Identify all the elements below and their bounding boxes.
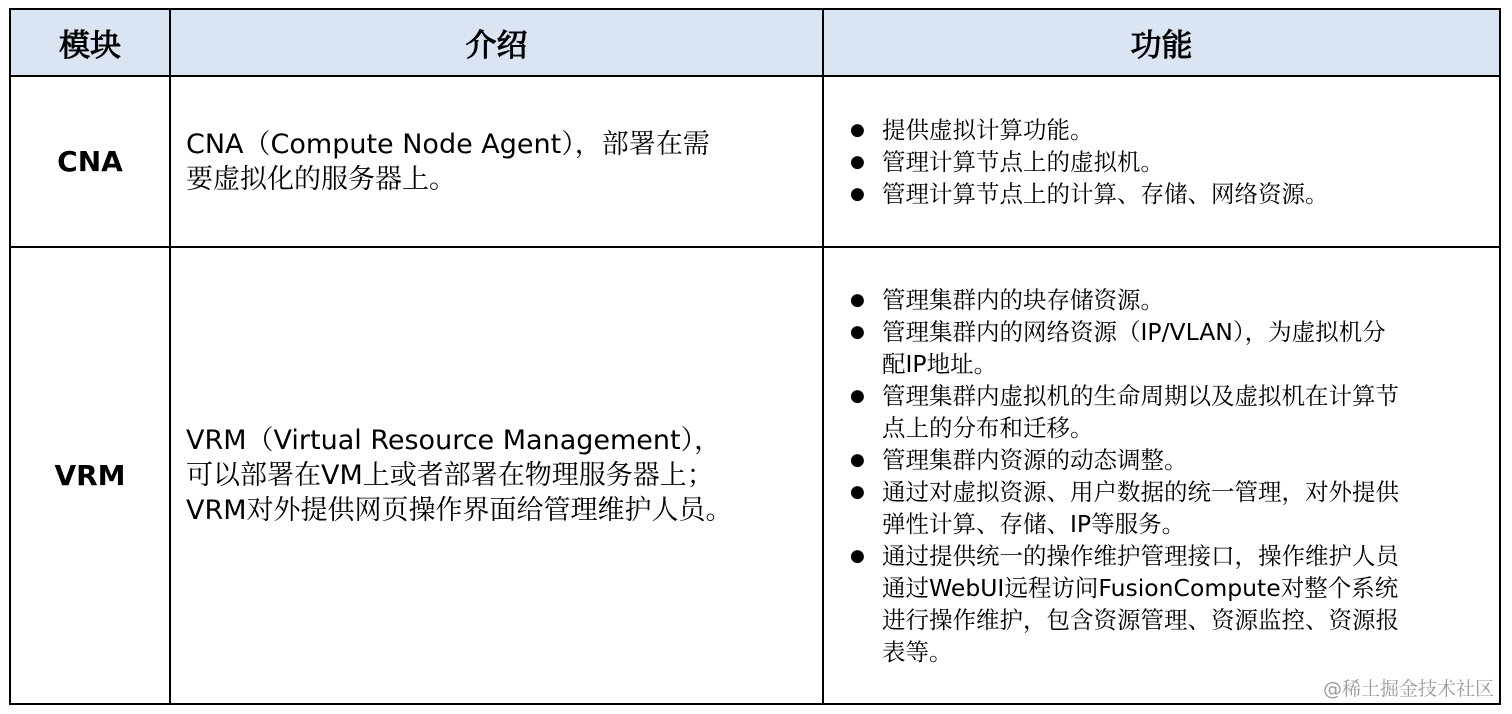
table-row-vrm	[10, 247, 1500, 704]
module-name-cell: CNA	[10, 76, 170, 247]
bullet-icon: ●	[850, 183, 865, 204]
features-cell	[823, 76, 1500, 247]
header-features: 功能	[823, 9, 1500, 76]
list-item: ● 通过对虚拟资源、用户数据的统一管理，对外提供 弹性计算、存储、IP等服务。	[850, 477, 1399, 538]
intro-cell	[170, 76, 823, 247]
list-item: ● 管理集群内的网络资源（IP/VLAN），为虚拟机分 配IP地址。	[850, 317, 1386, 378]
bullet-icon: ●	[850, 289, 865, 310]
feature-list	[844, 114, 1487, 210]
intro-line: VRM（Virtual Resource Management），	[186, 425, 722, 456]
module-table	[9, 8, 1501, 705]
bullet-icon: ●	[850, 151, 865, 172]
bullet-icon: ●	[850, 119, 865, 140]
list-item: ● 管理集群内虚拟机的生命周期以及虚拟机在计算节 点上的分布和迁移。	[850, 381, 1399, 442]
bullet-icon: ●	[850, 545, 865, 566]
intro-cell	[170, 247, 823, 704]
list-item: ● 管理计算节点上的虚拟机。	[850, 147, 1164, 176]
module-name-cell: VRM	[10, 247, 170, 704]
intro-line: 可以部署在VM上或者部署在物理服务器上；	[186, 460, 714, 491]
bullet-icon: ●	[850, 385, 865, 406]
intro-line: VRM对外提供网页操作界面给管理维护人员。	[186, 495, 733, 526]
bullet-icon: ●	[850, 449, 865, 470]
list-item: ● 通过提供统一的操作维护管理接口，操作维护人员 通过WebUI远程访问FusionCompute对整个系统 进行操作维护，包含资源管理、资源监控、资源报 表等。	[850, 541, 1399, 666]
watermark: @稀土掘金技术社区	[1321, 674, 1496, 701]
bullet-icon: ●	[850, 321, 865, 342]
feature-list	[844, 284, 1487, 668]
intro-line: 要虚拟化的服务器上。	[186, 163, 456, 195]
list-item: ● 管理集群内的块存储资源。	[850, 285, 1164, 314]
header-row	[10, 9, 1500, 76]
list-item: ● 提供虚拟计算功能。	[850, 115, 1094, 144]
list-item: ● 管理集群内资源的动态调整。	[850, 445, 1188, 474]
header-intro: 介绍	[170, 9, 823, 76]
header-module: 模块	[10, 9, 170, 76]
list-item: ● 管理计算节点上的计算、存储、网络资源。	[850, 179, 1329, 208]
features-cell	[823, 247, 1500, 704]
bullet-icon: ●	[850, 481, 865, 502]
table-row-cna	[10, 76, 1500, 247]
intro-line: CNA（Compute Node Agent），部署在需	[186, 128, 710, 160]
